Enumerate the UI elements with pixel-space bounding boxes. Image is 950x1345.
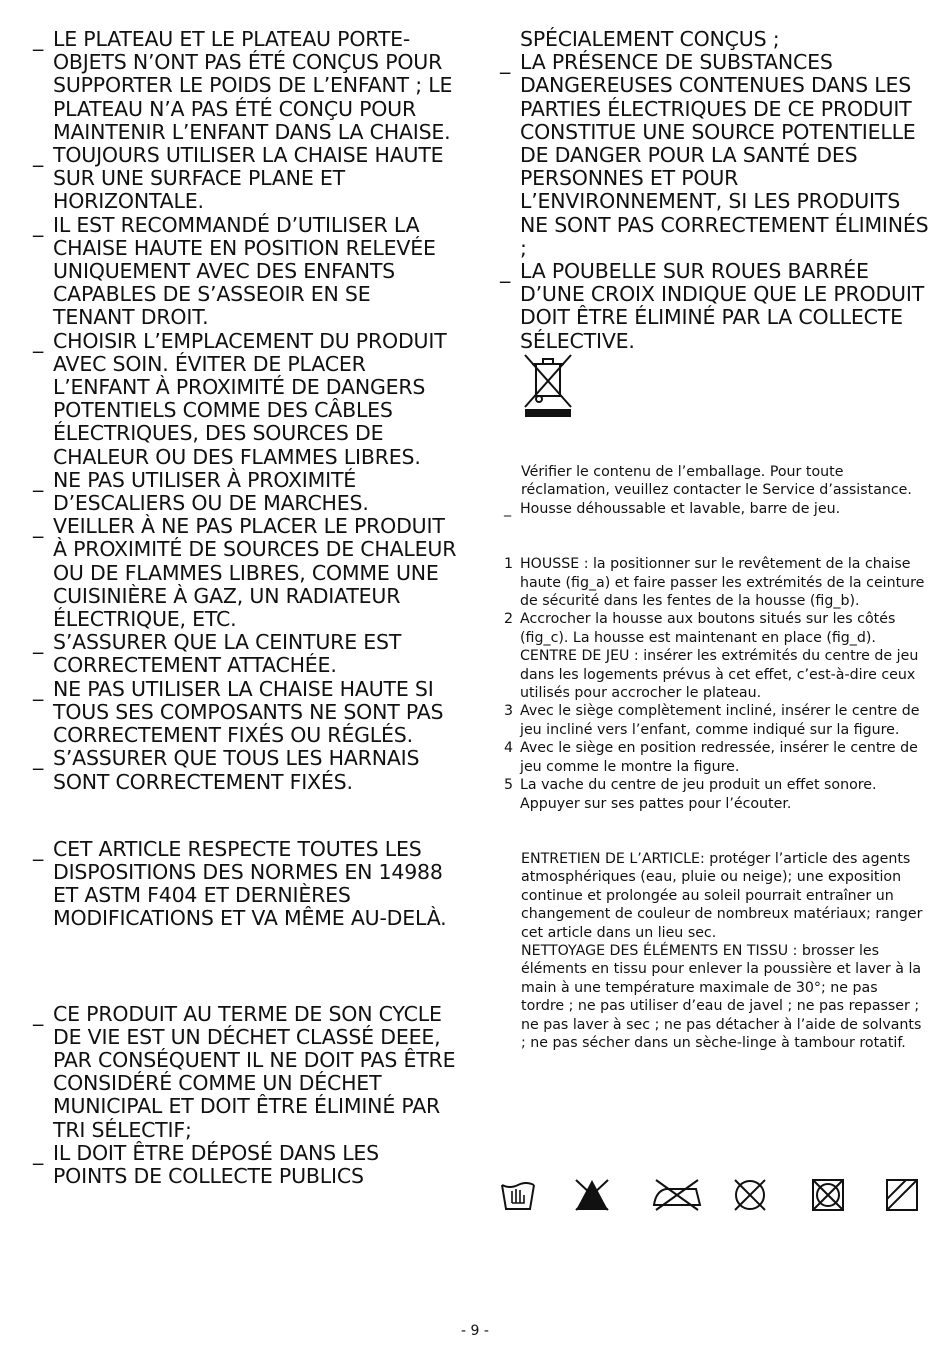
- step-text: La vache du centre de jeu produit un effet sonore. Appuyer sur ses pattes pour l’écouter.: [520, 777, 877, 812]
- list-marker: _: [33, 836, 44, 861]
- page-number: - 9 -: [461, 1323, 489, 1339]
- assembly-steps: [500, 555, 925, 813]
- step-item: [500, 739, 925, 776]
- list-marker: _: [33, 630, 44, 655]
- step-item: [500, 702, 925, 739]
- step-item: [500, 555, 925, 610]
- step-text: CENTRE DE JEU : insérer les extrémités du centre de jeu dans les logements prévus à cet effet, c’est-à-dire ceux utilisés pour accrocher le plateau.: [520, 648, 919, 702]
- list-item-text: CET ARTICLE RESPECTE TOUTES LES DISPOSITIONS DES NORMES EN 14988 ET ASTM F404 ET DERNIÈRES MODIFICATIONS ET VA MÊME AU-DELÀ.: [53, 836, 447, 931]
- list-marker: _: [33, 514, 44, 539]
- list-item: [33, 144, 458, 214]
- list-marker: _: [33, 143, 44, 168]
- list-item-text: S’ASSURER QUE LA CEINTURE EST CORRECTEMENT ATTACHÉE.: [53, 630, 402, 678]
- list-item-text: VEILLER À NE PAS PLACER LE PRODUIT À PROXIMITÉ DE SOURCES DE CHALEUR OU DE FLAMMES LIBRES, COMME UNE CUISINIÈRE À GAZ, UN RADIATEUR ÉLECTRIQUE, ETC.: [53, 514, 457, 632]
- list-marker: _: [33, 27, 44, 51]
- list-item: [33, 28, 458, 144]
- list-item: [33, 469, 458, 515]
- step-number: 5: [504, 777, 514, 794]
- list-item-text: IL DOIT ÊTRE DÉPOSÉ DANS LES POINTS DE COLLECTE PUBLICS: [53, 1140, 379, 1188]
- contents-text: Vérifier le contenu de l’emballage. Pour toute réclamation, veuillez contacter le Service d’assistance.: [521, 464, 912, 499]
- left-column: [33, 28, 458, 1188]
- instructions-block: [500, 463, 925, 1052]
- no-iron-icon: [650, 1177, 704, 1213]
- step-item: [500, 610, 925, 647]
- step-item: [500, 647, 925, 702]
- list-item: [33, 1003, 458, 1142]
- list-item: [33, 678, 458, 748]
- no-solvent-icon: [884, 1177, 920, 1213]
- list-item-text: LE PLATEAU ET LE PLATEAU PORTE-OBJETS N’ONT PAS ÉTÉ CONÇUS POUR SUPPORTER LE POIDS DE L’ENFANT ; LE PLATEAU N’A PAS ÉTÉ CONÇU POUR MAINTENIR L’ENFANT DANS LA CHAISE.: [53, 27, 453, 144]
- disposal-warnings: [500, 51, 930, 353]
- list-item: [500, 260, 930, 353]
- step-number: 2: [504, 611, 514, 628]
- step-number: 1: [504, 556, 514, 573]
- list-marker: _: [33, 676, 44, 701]
- dash-marker: _: [504, 500, 512, 517]
- list-marker: _: [33, 1140, 44, 1165]
- list-item: [33, 515, 458, 631]
- list-item-text: NE PAS UTILISER À PROXIMITÉ D’ESCALIERS OU DE MARCHES.: [53, 467, 369, 516]
- list-item: [33, 1142, 458, 1188]
- list-item-text: S’ASSURER QUE TOUS LES HARNAIS SONT CORRECTEMENT FIXÉS.: [53, 746, 420, 794]
- hand-wash-icon: [500, 1177, 536, 1213]
- list-item: [33, 214, 458, 330]
- step-text: Avec le siège complètement incliné, insérer le centre de jeu incliné vers l’enfant, comme indiqué sur la figure.: [520, 703, 920, 738]
- list-item: [33, 330, 458, 469]
- list-marker: _: [33, 467, 44, 492]
- list-item: [33, 838, 458, 931]
- list-item-text: IL EST RECOMMANDÉ D’UTILISER LA CHAISE HAUTE EN POSITION RELEVÉE UNIQUEMENT AVEC DES ENFANTS CAPABLES DE S’ASSEOIR EN SE TENANT DROIT.: [53, 212, 436, 330]
- warnings-group-b: [33, 838, 458, 931]
- warnings-group-c: [33, 1003, 458, 1189]
- step-number: 3: [504, 703, 514, 720]
- list-marker: _: [500, 259, 511, 284]
- continuation-text: SPÉCIALEMENT CONÇUS ;: [520, 27, 780, 51]
- care-maintenance-text: ENTRETIEN DE L’ARTICLE: protéger l’article des agents atmosphériques (eau, pluie ou neige); une exposition continue et prolongée au soleil pourrait entraîner un changement de couleur de nombreux matériaux; ranger cet article dans un lieu sec.: [521, 850, 923, 941]
- contents-item-text: Housse déhoussable et lavable, barre de jeu.: [520, 500, 841, 517]
- step-number: 4: [504, 740, 514, 757]
- list-item-text: LA PRÉSENCE DE SUBSTANCES DANGEREUSES CONTENUES DANS LES PARTIES ÉLECTRIQUES DE CE PRODUIT CONSTITUE UNE SOURCE POTENTIELLE DE DANGER POUR LA SANTÉ DES PERSONNES ET POUR L’ENVIRONNEMENT, SI LES PRODUITS NE SONT PAS CORRECTEMENT ÉLIMINÉS ;: [520, 50, 929, 260]
- step-item: [500, 776, 925, 813]
- list-marker: _: [33, 746, 44, 771]
- right-column: [500, 28, 930, 353]
- list-item: [500, 51, 930, 260]
- list-item-text: CE PRODUIT AU TERME DE SON CYCLE DE VIE EST UN DÉCHET CLASSÉ DEEE, PAR CONSÉQUENT IL NE DOIT PAS ÊTRE CONSIDÉRÉ COMME UN DÉCHET MUNICIPAL ET DOIT ÊTRE ÉLIMINÉ PAR TRI SÉLECTIF;: [53, 1001, 456, 1142]
- list-item-text: CHOISIR L’EMPLACEMENT DU PRODUIT AVEC SOIN. ÉVITER DE PLACER L’ENFANT À PROXIMITÉ DE DANGERS POTENTIELS COMME DES CÂBLES ÉLECTRIQUES, DES SOURCES DE CHALEUR OU DES FLAMMES LIBRES.: [53, 328, 447, 469]
- step-text: Avec le siège en position redressée, insérer le centre de jeu comme le montre la figure.: [520, 740, 918, 775]
- list-marker: _: [500, 50, 511, 75]
- list-marker: _: [33, 1001, 44, 1026]
- no-bleach-icon: [574, 1177, 610, 1213]
- step-text: HOUSSE : la positionner sur le revêtement de la chaise haute (fig_a) et faire passer les extrémités de la ceinture de sécurité dans les fentes de la housse (fig_b).: [520, 556, 925, 610]
- no-dry-clean-icon: [732, 1177, 768, 1213]
- list-item: [33, 747, 458, 793]
- step-text: Accrocher la housse aux boutons situés sur les côtés (fig_c). La housse est maintenant en place (fig_d).: [520, 611, 896, 646]
- care-cleaning-text: NETTOYAGE DES ÉLÉMENTS EN TISSU : brosser les éléments en tissu pour enlever la poussière et laver à la main à une température maximale de 30°; ne pas tordre ; ne pas utiliser d’eau de javel ; ne pas repasser ; ne pas laver à sec ; ne pas détacher à l’aide de solvants ; ne pas sécher dans un sèche-linge à tambour rotatif.: [521, 942, 922, 1051]
- warnings-group-a: [33, 28, 458, 794]
- list-marker: _: [33, 212, 44, 237]
- no-tumble-dry-icon: [810, 1177, 846, 1213]
- list-item-text: LA POUBELLE SUR ROUES BARRÉE D’UNE CROIX INDIQUE QUE LE PRODUIT DOIT ÊTRE ÉLIMINÉ PAR LA COLLECTE SÉLECTIVE.: [520, 259, 925, 353]
- list-item: [33, 631, 458, 677]
- list-marker: _: [33, 328, 44, 353]
- contents-item: [500, 500, 925, 518]
- list-item-text: NE PAS UTILISER LA CHAISE HAUTE SI TOUS SES COMPOSANTS NE SONT PAS CORRECTEMENT FIXÉS OU RÉGLÉS.: [53, 676, 444, 748]
- list-item-text: TOUJOURS UTILISER LA CHAISE HAUTE SUR UNE SURFACE PLANE ET HORIZONTALE.: [53, 143, 444, 214]
- crossed-bin-icon: [522, 352, 574, 418]
- care-symbols: [500, 1177, 920, 1213]
